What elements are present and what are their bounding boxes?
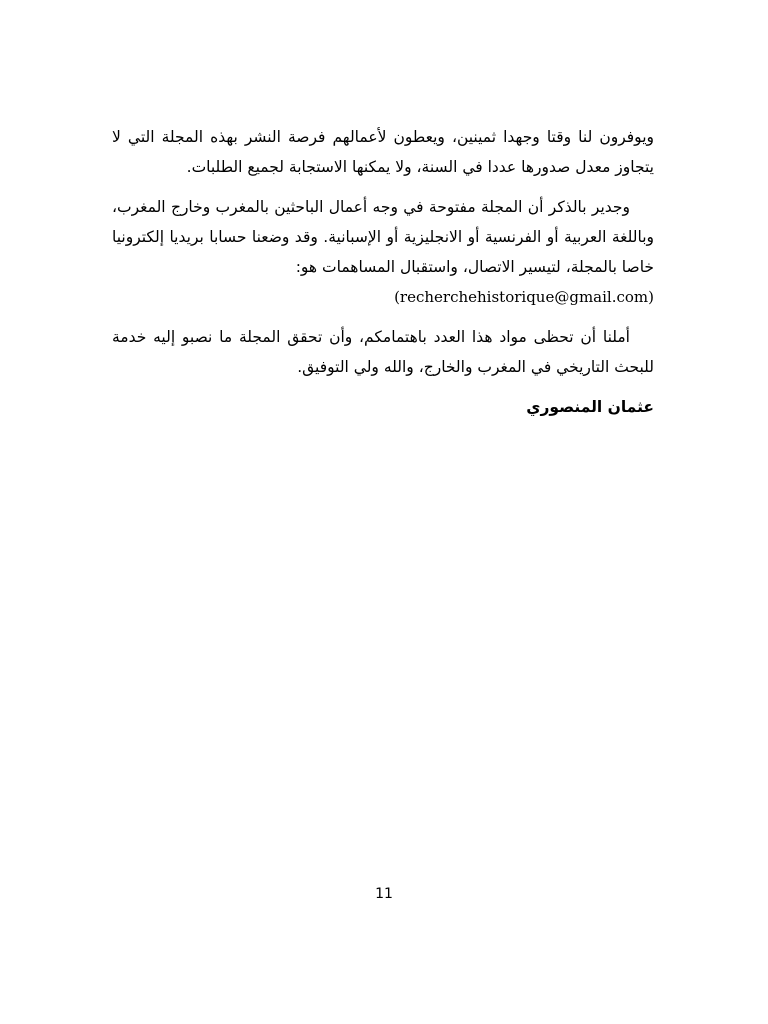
- paragraph-3: أملنا أن تحظى مواد هذا العدد باهتمامكم، وأن تحقق المجلة ما نصبو إليه خدمة للبحث التاريخي في المغرب والخارج، والله ولي التوفيق.: [112, 328, 654, 376]
- paragraph-2-text: وجدير بالذكر أن المجلة مفتوحة في وجه أعمال الباحثين بالمغرب وخارج المغرب، وباللغة العربية أو الفرنسية أو الانجليزية أو الإسبانية. وقد وضعنا حسابا بريديا إلكترونيا خاصا بالمجلة، لتيسير الاتصال، واستقبال المساهمات هو:: [112, 198, 654, 276]
- signature: عثمان المنصوري: [526, 398, 654, 416]
- paragraph-1: ويوفرون لنا وقتا وجهدا ثمينين، ويعطون لأعمالهم فرصة النشر بهذه المجلة التي لا يتجاوز معدل صدورها عددا في السنة، ولا يمكنها الاستجابة لجميع الطلبات.: [112, 128, 654, 176]
- page-number: 11: [375, 886, 393, 902]
- body-text: [112, 122, 654, 422]
- paragraph-2: [112, 192, 654, 312]
- email-address: (recherchehistorique@gmail.com): [394, 288, 654, 306]
